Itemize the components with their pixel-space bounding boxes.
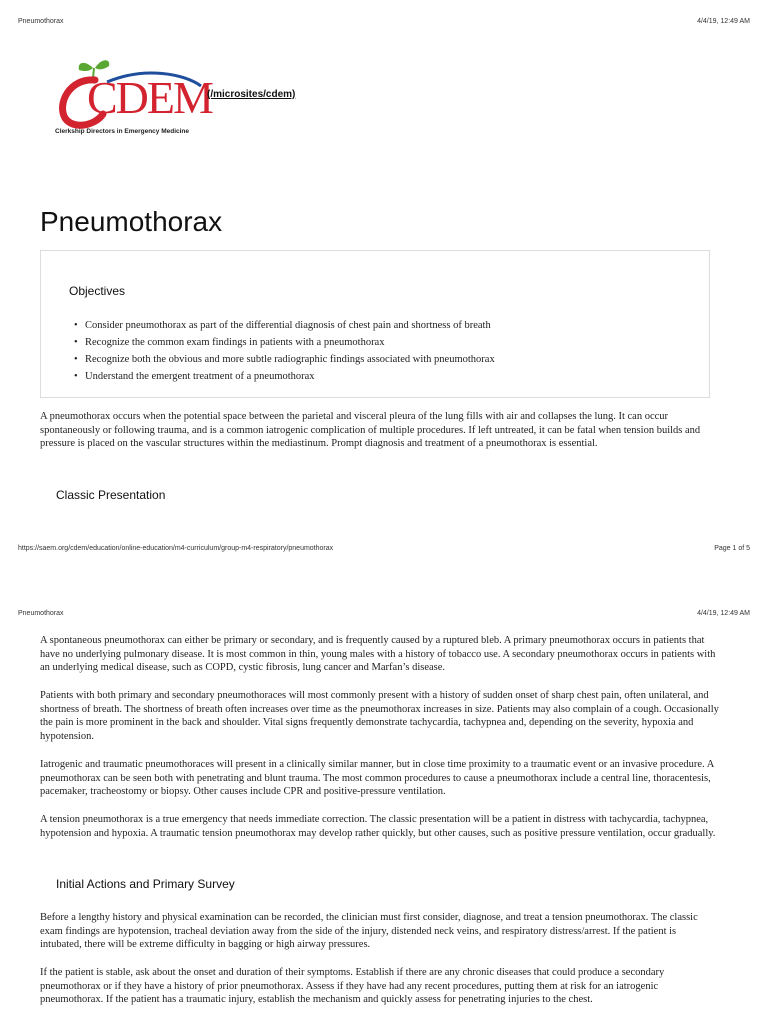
header-title: Pneumothorax: [18, 610, 64, 617]
header-title: Pneumothorax: [18, 18, 64, 25]
print-header: [18, 18, 750, 25]
objective-item: • Recognize both the obvious and more subtle radiographic findings associated with pneumothorax: [85, 351, 495, 368]
paragraph-iatrogenic: Iatrogenic and traumatic pneumothoraces will present in a clinically similar manner, but in close time proximity to a traumatic event or an invasive procedure. A pneumothorax can be seen both with penetrating and blunt trauma. The most common procedures to cause a pneumothorax include a central line, thoracentesis, pacemaker, tracheostomy or biopsy. Other causes include CPR and positive-pressure ventilation.: [40, 759, 714, 797]
intro-paragraph: A pneumothorax occurs when the potential space between the parietal and visceral pleura of the lung fills with air and collapses the lung. It can occur spontaneously or following trauma, and is a common iatrogenic complication of multiple procedures. If left untreated, it can be fatal when tension builds and pressure is placed on the vascular structures within the mediastinum. Prompt diagnosis and treatment of a pneumothorax is essential.: [40, 411, 701, 449]
section-heading-initial-actions: Initial Actions and Primary Survey: [56, 877, 235, 891]
objectives-list: [85, 317, 495, 385]
logo-tagline: Clerkship Directors in Emergency Medicine: [55, 128, 190, 135]
page-title: Pneumothorax: [40, 206, 223, 237]
print-header-page2: [18, 610, 750, 617]
paragraph-tension: A tension pneumothorax is a true emergency that needs immediate correction. The classic presentation will be a patient in distress with tachycardia, tachypnea, hypotension and hypoxia. A traumatic tension pneumothorax may develop rather quickly, but other causes, such as positive pressure ventilation, occur gradually.: [40, 814, 716, 839]
paragraph-spontaneous: A spontaneous pneumothorax can either be primary or secondary, and is frequently caused by a ruptured bleb. A primary pneumothorax occurs in patients that have no underlying pulmonary disease. It is most common in thin, young males with a history of tobacco use. A secondary pneumothorax occurs in patients with an underlying medical disease, such as COPD, cystic fibrosis, lung cancer and Marfan’s disease.: [40, 635, 716, 673]
header-timestamp: 4/4/19, 12:49 AM: [697, 18, 750, 25]
paragraph-presentation: Patients with both primary and secondary pneumothoraces will most commonly present with a history of sudden onset of sharp chest pain, often unilateral, and shortness of breath. The shortness of breath often increases over time as the pneumothorax increases in size. Patients may also complain of a cough. Occasionally the pain is more prominent in the back and shoulder. Vital signs frequently demonstrate tachycardia, tachypnea and, depending on the severity, hypoxia and hypotension.: [40, 690, 719, 742]
objectives-box: [40, 250, 710, 398]
logo-wordmark: CDEM: [87, 72, 212, 123]
cdem-logo[interactable]: [55, 56, 215, 140]
print-footer: [18, 545, 750, 552]
objectives-title: Objectives: [69, 284, 126, 298]
cdem-home-link[interactable]: (/microsites/cdem): [207, 89, 296, 100]
paragraph-primary-survey: Before a lengthy history and physical examination can be recorded, the clinician must first consider, diagnose, and treat a tension pneumothorax. The classic exam findings are hypotension, tracheal deviation away from the side of the injury, distended neck veins, and respiratory distress/arrest. If the patient is intubated, there will be extreme difficulty in bagging or high airway pressures.: [40, 912, 698, 950]
page-divider: [0, 568, 768, 582]
paragraph-history: If the patient is stable, ask about the onset and duration of their symptoms. Establish if there are any chronic diseases that could produce a secondary pneumothorax or if they have a history of prior pneumothorax. Assess if they have had any recent procedures, putting them at risk for an iatrogenic pneumothorax. If the patient has a traumatic injury, establish the mechanism and quickly assess for penetrating injuries to the chest.: [40, 967, 665, 1005]
section-heading-classic-presentation: Classic Presentation: [56, 488, 166, 502]
objective-item: • Understand the emergent treatment of a pneumothorax: [85, 368, 495, 385]
footer-url[interactable]: https://saem.org/cdem/education/online-education/m4-curriculum/group-m4-respiratory/pneumothorax: [18, 545, 334, 552]
objective-item: • Consider pneumothorax as part of the differential diagnosis of chest pain and shortness of breath: [85, 317, 495, 334]
footer-page-number: Page 1 of 5: [714, 545, 750, 552]
objective-item: • Recognize the common exam findings in patients with a pneumothorax: [85, 334, 495, 351]
header-timestamp: 4/4/19, 12:49 AM: [697, 610, 750, 617]
